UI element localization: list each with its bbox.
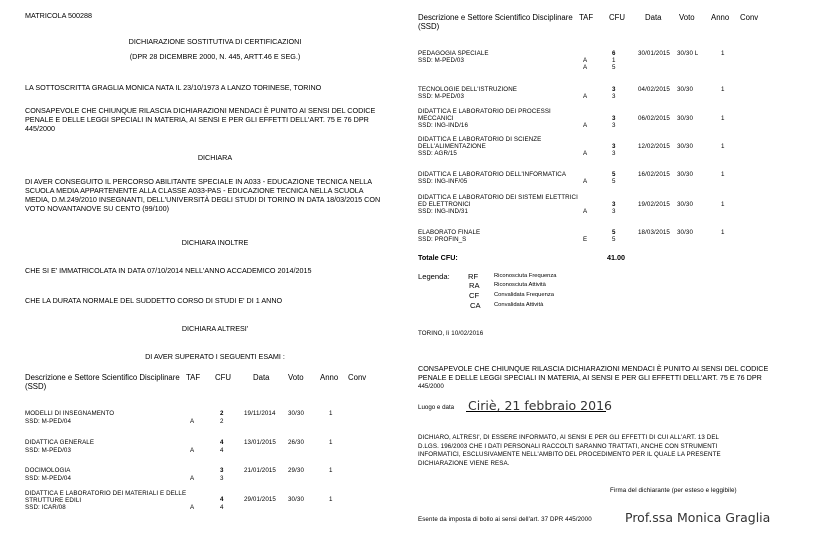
table-row xyxy=(418,171,798,189)
table-row xyxy=(25,467,405,487)
exam-name: DIDATTICA E LABORATORIO DELL'INFORMATICA xyxy=(418,171,567,178)
dichiara-heading: DICHIARA xyxy=(197,153,233,162)
table-header-description-right: Descrizione e Settore Scientifico Disciplinare (SSD) xyxy=(418,13,573,31)
firma-nome: Prof.ssa Monica Graglia xyxy=(625,510,771,525)
exam-data: 19/02/2015 xyxy=(638,201,670,208)
exam-data: 21/01/2015 xyxy=(244,467,276,474)
exam-ssd: SSD: M-PED/03 xyxy=(25,447,71,454)
exam-data: 04/02/2015 xyxy=(638,86,670,93)
exam-anno: 1 xyxy=(329,496,333,503)
table-header-voto: Voto xyxy=(288,373,304,382)
exam-cfu: 3 xyxy=(612,86,616,93)
table-header-anno: Anno xyxy=(320,373,339,382)
exam-cfu-detail: 1 xyxy=(612,57,616,64)
matricola: MATRICOLA 500288 xyxy=(25,11,92,20)
table-row xyxy=(418,86,798,106)
exam-cfu: 5 xyxy=(612,171,616,178)
exam-cfu-detail: 4 xyxy=(220,504,224,511)
superato-line: DI AVER SUPERATO I SEGUENTI ESAMI : xyxy=(145,352,285,361)
exam-anno: 1 xyxy=(329,410,333,417)
exam-taf: A xyxy=(583,150,588,157)
exam-cfu-detail: 3 xyxy=(220,475,224,482)
exam-ssd: SSD: M-PED/04 xyxy=(25,418,71,425)
exam-data: 16/02/2015 xyxy=(638,171,670,178)
exam-taf: A xyxy=(190,418,195,425)
exam-cfu-detail: 5 xyxy=(612,178,616,185)
table-row xyxy=(25,439,405,459)
exam-ssd: SSD: M-PED/03 xyxy=(418,93,464,100)
table-header-taf-right: TAF xyxy=(579,13,594,22)
table-header-voto-right: Voto xyxy=(679,13,695,22)
exam-taf: A xyxy=(190,475,195,482)
exam-voto: 29/30 xyxy=(288,467,304,474)
exam-voto: 30/30 xyxy=(677,86,693,93)
exam-data: 29/01/2015 xyxy=(244,496,276,503)
informato-paragraph: DICHIARO, ALTRESI', DI ESSERE INFORMATO, AI SENSI E PER GLI EFFETTI DI CUI ALL'ART. 13 DEL D.LGS. 196/2003 CHE I DATI PERSONALI RACCOLTI SARANNO TRATTATI, ANCHE CON STRUMENTI INFORMATICI, ESCLUSIVAMENTE NELL'AMBITO DEL PROCEDIMENTO PER IL QUALE LA PRESENTE DICHIARAZIONE VIENE RESA. xyxy=(418,434,721,467)
totale-cfu-label: Totale CFU: xyxy=(418,253,458,262)
exam-anno: 1 xyxy=(721,201,725,208)
exam-cfu: 4 xyxy=(220,496,224,503)
torino-data: TORINO, lì 10/02/2016 xyxy=(418,330,484,337)
exam-voto: 30/30 xyxy=(677,171,693,178)
exam-name: MODELLI DI INSEGNAMENTO xyxy=(25,410,115,417)
exam-taf: A xyxy=(583,208,588,215)
legenda-list xyxy=(468,272,668,311)
exam-name: DIDATTICA E LABORATORIO DEI PROCESSI xyxy=(418,108,551,115)
exam-cfu-detail: 2 xyxy=(220,418,224,425)
exam-taf: A xyxy=(583,93,588,100)
table-row xyxy=(25,490,405,518)
exam-anno: 1 xyxy=(721,50,725,57)
exam-taf: A xyxy=(583,122,588,129)
exam-voto: 30/30 xyxy=(677,229,693,236)
exam-name: TECNOLOGIE DELL'ISTRUZIONE xyxy=(418,86,518,93)
exam-voto: 30/30 L xyxy=(677,50,699,57)
durata-line: CHE LA DURATA NORMALE DEL SUDDETTO CORSO DI STUDI E' DI 1 ANNO xyxy=(25,296,283,305)
table-row xyxy=(418,136,798,160)
table-header-data-right: Data xyxy=(645,13,662,22)
consapevole-paragraph-left: CONSAPEVOLE CHE CHIUNQUE RILASCIA DICHIARAZIONI MENDACI È PUNITO AI SENSI DEL CODICE PENALE E DELLE LEGGI SPECIALI IN MATERIA, AI SENSI E PER GLI EFFETTI DELL'ART. 75 E 76 DPR 445/2000 xyxy=(25,106,376,133)
exam-name: PEDAGOGIA SPECIALE xyxy=(418,50,489,57)
exam-taf: A xyxy=(190,504,195,511)
consapevole-paragraph-right: CONSAPEVOLE CHE CHIUNQUE RILASCIA DICHIARAZIONI MENDACI È PUNITO AI SENSI DEL CODICE PENALE E DELLE LEGGI SPECIALI IN MATERIA, AI SENSI E PER GLI EFFETTI DELL'ART. 75 E 76 DPR 445/2000 xyxy=(418,364,769,390)
esente-bollo: Esente da imposta di bollo ai sensi dell'art. 37 DPR 445/2000 xyxy=(418,516,592,523)
table-header-anno-right: Anno xyxy=(711,13,730,22)
exam-taf: A xyxy=(190,447,195,454)
exam-name: DOCIMOLOGIA xyxy=(25,467,71,474)
legenda-item: CF Convalidata Frequenza xyxy=(469,291,554,300)
exam-name: DIDATTICA E LABORATORIO DEI SISTEMI ELETTRICI xyxy=(418,194,578,201)
table-header-data: Data xyxy=(253,373,270,382)
table-row xyxy=(418,108,798,132)
exam-cfu: 3 xyxy=(220,467,224,474)
legenda-item: CA Convalidata Attività xyxy=(470,301,544,310)
exam-cfu-detail: 3 xyxy=(612,93,616,100)
sottoscritta-line: LA SOTTOSCRITTA GRAGLIA MONICA NATA IL 23/10/1973 A LANZO TORINESE, TORINO xyxy=(25,83,322,92)
exam-anno: 1 xyxy=(721,86,725,93)
legenda-item: RF Riconosciuta Frequenza xyxy=(468,272,557,281)
exam-taf: A xyxy=(583,64,588,71)
exam-anno: 1 xyxy=(329,439,333,446)
exam-cfu-detail: 3 xyxy=(612,122,616,129)
exam-ssd: SSD: AGR/15 xyxy=(418,150,457,157)
exam-cfu-detail: 5 xyxy=(612,236,616,243)
exam-taf: E xyxy=(583,236,588,243)
exam-taf: A xyxy=(583,178,588,185)
exam-ssd: SSD: M-PED/04 xyxy=(25,475,71,482)
exam-ssd: SSD: PROFIN_S xyxy=(418,236,467,243)
exam-ssd: SSD: ING-IND/16 xyxy=(418,122,468,129)
table-row xyxy=(25,410,405,430)
exam-cfu-detail: 5 xyxy=(612,64,616,71)
exam-name: ELABORATO FINALE xyxy=(418,229,481,236)
exam-name-cont: DELL'ALIMENTAZIONE xyxy=(418,143,486,150)
luogo-data-value: Ciriè, 21 febbraio 2016 xyxy=(468,398,612,413)
exam-voto: 30/30 xyxy=(677,143,693,150)
exam-data: 30/01/2015 xyxy=(638,50,670,57)
table-row xyxy=(418,229,798,247)
exam-data: 19/11/2014 xyxy=(244,410,276,417)
legenda-label: Legenda: xyxy=(418,272,450,281)
legenda-item: RA Riconosciuta Attività xyxy=(469,281,546,290)
document-subtitle: (DPR 28 DICEMBRE 2000, N. 445, ARTT.46 E SEG.) xyxy=(129,52,301,61)
immatricolata-line: CHE SI E' IMMATRICOLATA IN DATA 07/10/2014 NELL'ANNO ACCADEMICO 2014/2015 xyxy=(25,266,312,275)
exam-anno: 1 xyxy=(721,143,725,150)
exam-ssd: SSD: ING-INF/05 xyxy=(418,178,468,185)
luogo-data-label: Luogo e data xyxy=(418,404,455,411)
exam-cfu: 2 xyxy=(220,410,224,417)
exam-taf: A xyxy=(583,57,588,64)
dichiara-inoltre-heading: DICHIARA INOLTRE xyxy=(181,238,249,247)
exam-cfu: 3 xyxy=(612,143,616,150)
exam-anno: 1 xyxy=(721,115,725,122)
exam-name-cont: ED ELETTRONICI xyxy=(418,201,471,208)
exam-voto: 30/30 xyxy=(288,410,304,417)
exam-ssd: SSD: ING-IND/31 xyxy=(418,208,468,215)
table-header-conv: Conv xyxy=(348,373,367,382)
exam-anno: 1 xyxy=(329,467,333,474)
table-row xyxy=(418,50,798,74)
exam-ssd: SSD: ICAR/08 xyxy=(25,504,66,511)
exam-data: 13/01/2015 xyxy=(244,439,276,446)
totale-cfu-value: 41.00 xyxy=(607,253,625,262)
exam-cfu: 4 xyxy=(220,439,224,446)
exam-cfu-detail: 3 xyxy=(612,208,616,215)
document-title: DICHIARAZIONE SOSTITUTIVA DI CERTIFICAZIONI xyxy=(128,37,302,46)
exam-cfu: 3 xyxy=(612,115,616,122)
exam-data: 18/03/2015 xyxy=(638,229,670,236)
exam-name-cont: STRUTTURE EDILI xyxy=(25,497,82,504)
exam-voto: 26/30 xyxy=(288,439,304,446)
table-header-conv-right: Conv xyxy=(740,13,759,22)
dichiara-altresi-heading: DICHIARA ALTRESI' xyxy=(181,324,249,333)
exam-name: DIDATTICA E LABORATORIO DEI MATERIALI E DELLE xyxy=(25,490,187,497)
exam-data: 06/02/2015 xyxy=(638,115,670,122)
firma-label: Firma del dichiarante (per esteso e leggibile) xyxy=(610,487,737,494)
table-header-description: Descrizione e Settore Scientifico Disciplinare (SSD) xyxy=(25,373,180,391)
exam-cfu: 5 xyxy=(612,229,616,236)
table-row xyxy=(418,194,798,218)
exam-anno: 1 xyxy=(721,229,725,236)
exam-cfu-detail: 4 xyxy=(220,447,224,454)
exam-voto: 30/30 xyxy=(288,496,304,503)
table-header-taf: TAF xyxy=(186,373,201,382)
percorso-paragraph: DI AVER CONSEGUITO IL PERCORSO ABILITANTE SPECIALE IN A033 - EDUCAZIONE TECNICA NELLA SCUOLA MEDIA APPARTENENTE ALLA CLASSE A033-PAS - EDUCAZIONE TECNICA NELLA SCUOLA MEDIA, D.M.249/2010 INSEGNANTI, DELL'UNIVERSITÀ DEGLI STUDI DI TORINO IN DATA 18/03/2015 CON VOTO NOVANTANOVE SU CENTO (99/100) xyxy=(25,177,381,213)
exam-name: DIDATTICA GENERALE xyxy=(25,439,95,446)
exam-cfu: 6 xyxy=(612,50,616,57)
table-header-cfu-right: CFU xyxy=(609,13,626,22)
table-header-cfu: CFU xyxy=(215,373,232,382)
exam-cfu: 3 xyxy=(612,201,616,208)
exam-data: 12/02/2015 xyxy=(638,143,670,150)
exam-name-cont: MECCANICI xyxy=(418,115,454,122)
exam-voto: 30/30 xyxy=(677,115,693,122)
exam-name: DIDATTICA E LABORATORIO DI SCIENZE xyxy=(418,136,542,143)
exam-anno: 1 xyxy=(721,171,725,178)
exam-cfu-detail: 3 xyxy=(612,150,616,157)
exam-ssd: SSD: M-PED/03 xyxy=(418,57,464,64)
exam-voto: 30/30 xyxy=(677,201,693,208)
